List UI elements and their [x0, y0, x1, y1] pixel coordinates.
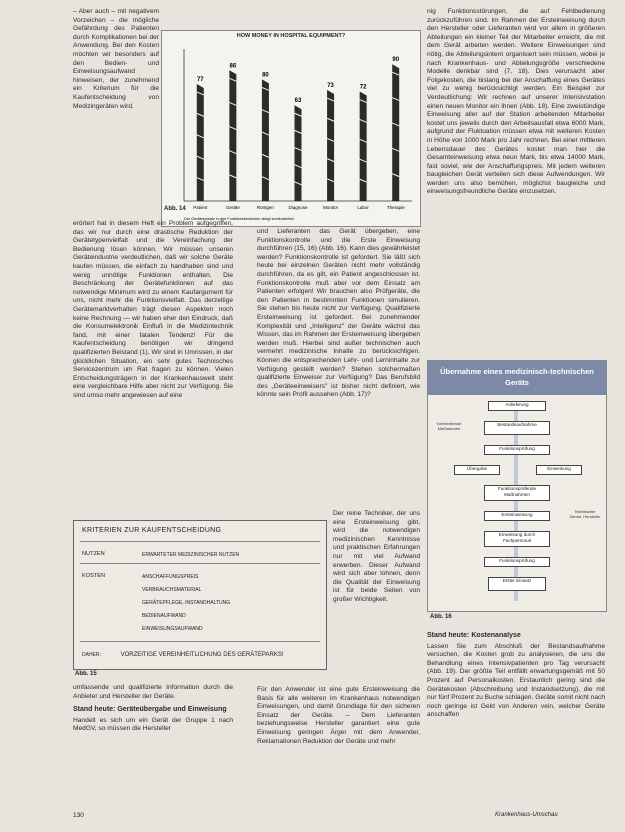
- kosten-item: BEDIENAUFWAND: [142, 613, 186, 619]
- bar-therapie: [392, 64, 399, 201]
- flowchart-header: Übernahme eines medizinisch-technischen Geräts: [428, 361, 606, 395]
- kosten-item: EINWEISUNGSAUFWAND: [142, 626, 203, 632]
- flow-box: Funktionsprüfung: [484, 445, 550, 455]
- chart-svg: [162, 31, 420, 226]
- kosten-item: ANSCHAFFUNGSPREIS: [142, 574, 199, 580]
- flow-box: Funktionsprüfung: [484, 557, 550, 567]
- journal-name: Krankenhaus-Umschau: [495, 812, 558, 818]
- kosten-item: GERÄTEPFLEGE, INSTANDHALTUNG: [142, 600, 231, 606]
- text-col3-bottom: Lassen Sie zum Abschluß der Bestandsaufnahme versuchen, die Kosten grob zu analysieren, die uns die Behandlung eines Intensivpatienten pro Tag verursacht (Abb. 19). Der größte Teil entfällt erwartungsgemäß mit 50 Prozent auf Personalkosten. Erstaunlich gering sind die Gerätekosten (Abschreibung und Instandsetzung), die mit nur fünf Prozent zu Buche schlagen. Geräte somit nicht nach noch geringe ist Geld von Anderen vein, welcher Geräte anschaffen: [427, 642, 605, 719]
- data-label: 90: [392, 57, 400, 64]
- category-label: Therapie: [386, 205, 405, 210]
- column-right-top: [427, 8, 605, 356]
- chart-legend: Der Geräteeinsatz in den Funktionsbereichen steigt kontinuierlich.: [184, 217, 295, 221]
- chart-title: HOW MONEY IN HOSPITAL EQUIPMENT?: [236, 33, 346, 39]
- category-label: Patient: [193, 205, 208, 210]
- bar-labor: [360, 92, 367, 201]
- divider: [80, 541, 320, 542]
- figure-16-flowchart: [427, 360, 607, 612]
- table-15-caption: Abb. 15: [75, 671, 97, 677]
- data-label: 73: [327, 83, 334, 90]
- flow-side-right: Technischer Dienst, Hersteller: [569, 509, 601, 519]
- table-conclusion: [82, 652, 284, 658]
- data-label: 72: [359, 84, 367, 91]
- text-col2-bottom: Für den Anwender ist eine gute Ersteinweisung die Basis für alle weiteren im Krankenhaus notwendigen Einweisungen, und damit Grundlage für den sicheren Einsatz der Geräte. – Dem Lieferanten beziehungsweise Hersteller garantiert eine gute Einweisung geringen Ärger mit dem Anwender, Reklamationen Reduktion der Geräte und mehr: [257, 686, 420, 745]
- flow-box: Ersteinweisung: [484, 511, 550, 521]
- flow-box: Einweisung: [536, 465, 582, 475]
- column-middle-top: [257, 228, 420, 508]
- column-left-top: [73, 8, 159, 220]
- category-label: Diagnose: [288, 205, 308, 210]
- nutzen-label: NUTZEN: [82, 551, 105, 557]
- flow-box: Bestandsaufnahme: [484, 421, 550, 435]
- text-col3-top: nig Funktionsstörungen, die auf Fehlbedienung zurückzuführen sind. Im Rahmen der Ersteinweisung durch den Hersteller oder Lieferanten wird vor allem in größeren Abteilungen ein kleiner Teil der Mitarbeiter erreicht, die mit dem Gerät arbeiten werden. Weitere Einweisungen sind nötig, die Abteilungsintern organisiert sein müssen, wobei je nach Krankenhaus- und Abteilungsgröße verschiedene Modelle denkbar sind (7, 18). Dies verursacht aber Folgekosten, die bislang bei der Anschaffung eines Gerätes viel zu wenig berücksichtigt werden. Ein Beispiel zur Verdeutlichung: Wir rechnen auf unserer Intensivstation einen neuen Monitor ein ihnen (Abb. 18). Eine zweistündige Einweisung aller auf der Station arbeitenden Mitarbeiter kostet uns jeweils durch den Arbeitsausfall etwa 6000 Mark, aufgrund der Fluktuation müssen etwa mit weiteren Kosten in Höhe von 1000 Mark pro Jahr rechnen. Bei einer mittleren Lebensdauer des Gerätes kostet man hier die Gesamteinweisung etwa neun Mark, bis etwa 14000 Mark, fast soviel, wie der Anschaffungspreis. Mit jedem weiteren baugleichen Gerät verteilen sich diese Aufwendungen. Wir werden uns also bemühen, möglichst baugleiche und einweisungsfreundliche Geräte einzusetzen.: [427, 8, 605, 196]
- flow-box: Erster Einsatz: [488, 577, 546, 591]
- data-label: 86: [229, 63, 237, 70]
- figure-16-caption: Abb. 16: [430, 614, 452, 620]
- bar-röntgen: [262, 79, 269, 201]
- kosten-item: VERBRAUCHSMATERIAL: [142, 587, 202, 593]
- category-label: Monitor: [323, 205, 339, 210]
- text-col1-end: Handelt es sich um ein Gerät der Gruppe 1 nach MedGV, so müssen die Hersteller: [73, 716, 233, 733]
- divider: [80, 641, 320, 642]
- text-col2-box: Der reine Techniker, der uns eine Ersteinweisung gibt, wird die notwendigen medizinischen Kenntnisse und praktischen Erfahrungen nur mit viel Aufwand erwerben. Dieser Aufwand wird sich aber lohnen, denn die Qualität der Einweisung ist für beide Seiten von großer Wichtigkeit.: [333, 510, 420, 603]
- column-left-middle: [73, 220, 233, 516]
- column-middle-bottom: [257, 686, 420, 806]
- text-col2-top: und Lieferanten das Gerät übergeben, eine Funktionskontrolle und die Erste Einweisung durchführen (15, 16) (Abb. 16). Kann dies gewährleistet werden? Funktionskontrolle ist gefordert. Sie läßt sich heute bei einzelnen Geräten nicht mehr vollständig durchführen, da es gilt, ein Patient angeschlossen ist. Funktionskontrolle muß aber vor dem Einsatz am Patienten erfolgen! Wir brauchen also Prüfgeräte, die den Patienten in bestimmten Funktionen simulieren. Sie stehen bis heute nicht zur Verfügung. Qualifizierte Ersteinweisung ist gefordert. Bei zunehmender Komplexität und „Intelligenz" der Geräte wächst das Wissen, das im Rahmen der Ersteinweisung übergeben werden muß. Hierbei sind außer technischen auch vermehrt medizinische Inhalte zu berücksichtigen. Können die entsprechenden Lehr- und Lerninhalte zur Verfügung gestellt werden? Stehen solchermaßen qualifizierte Einweiser zur Verfügung? Das Berufsbild des „Geräteeinweisers" ist bisher nicht definiert, wie könnte sein Profil aussehen (Abb. 17)?: [257, 228, 420, 399]
- category-label: Geräte: [225, 205, 240, 210]
- data-label: 77: [196, 76, 204, 83]
- column-middle-box: [333, 510, 420, 670]
- section-heading-right: Stand heute: Kostenanalyse: [427, 632, 521, 639]
- page-number: 130: [73, 812, 84, 819]
- flow-box: Anlieferung: [488, 401, 546, 411]
- data-label: 63: [294, 98, 302, 105]
- flow-box: Funktionsprüfende Maßnahmen: [484, 485, 550, 501]
- flow-side-left: Vorbereitende Maßnahmen: [436, 421, 462, 431]
- flow-box: Einweisung durch Fachpersonal: [484, 531, 550, 547]
- divider: [80, 563, 320, 564]
- bar-geräte: [229, 70, 236, 201]
- section-heading: Stand heute: Geräteübergabe und Einweisung: [73, 706, 227, 714]
- bar-diagnose: [295, 105, 302, 201]
- category-label: Labor: [357, 205, 369, 210]
- conclusion-text: VORZEITIGE VEREINHEITLICHUNG DES GERÄTEPARKS!: [120, 652, 284, 658]
- figure-14-chart: [161, 30, 421, 227]
- nutzen-item: ERWARTETER MEDIZINISCHER NUTZEN: [142, 552, 240, 558]
- column-right-bottom: [427, 632, 605, 808]
- bar-patient: [197, 84, 204, 201]
- table-title: KRITERIEN ZUR KAUFENTSCHEIDUNG: [82, 527, 222, 534]
- text-col1-bottom: umfassende und qualifizierte Information durch die Anbieter und Hersteller der Geräte.: [73, 684, 233, 700]
- figure-14-caption: Abb. 14: [164, 206, 186, 212]
- text-col1-mid: erörtert hat in diesem Heft ein Problem aufgegriffen, das wir nur durch eine drastische Reduktion der Gerätetypenvielfalt und die Vereinfachung der Bedienung lösen können. Wir müssen unseren Geräteindustrie verdeutlichen, daß wir solche Geräte kaufen müssen, die einfach zu handhaben sind und wenig unnötige Funktionen enthalten. Die Beschränkung der Gerätefunktionen auf das notwendige Minimum wird zu einem Kaufargument für uns, nicht mehr die Funktionsvielfalt. Das derzeitige Gerätemarktverhalten trägt diesen Aspekten noch keine Rechnung — wir haben eher den Eindruck, daß die Konsumelektronik Einfluß in die Medizintechnik fand, mit einer fatalen Tendenz! Für die Kaufentscheidung benötigen wir dringend qualifizierten Beistand (1). Wir sind in Umrissen, in der glücklichen Situation, ein sehr gutes Technisches Servicezentrum um Rat fragen zu können. Vielen Entscheidungsträgern in der Krankenhauswelt steht eine vergleichbare Hilfe aber nicht zur Verfügung. Sie sind umso mehr angewiesen auf eine: [73, 220, 233, 399]
- category-label: Röntgen: [256, 205, 274, 210]
- kosten-label: KOSTEN: [82, 573, 106, 579]
- flow-box: Übergabe: [454, 465, 500, 475]
- data-label: 80: [262, 72, 269, 79]
- column-left-bottom: [73, 684, 233, 804]
- bar-monitor: [327, 90, 334, 201]
- conclusion-label: DAHER:: [82, 652, 101, 658]
- table-15: [73, 520, 327, 670]
- text-col1-top: – Aber auch – mit negativem Vorzeichen – die mögliche Gefährdung des Patienten durch Komplikationen bei der Anwendung. Bei den Kosten möchten wir besonders auf den Bedien- und Einweisungsaufwand hinweisen, der zunehmend ein Kriterium für die Kaufentscheidung von Medizingeräten wird.: [73, 8, 159, 110]
